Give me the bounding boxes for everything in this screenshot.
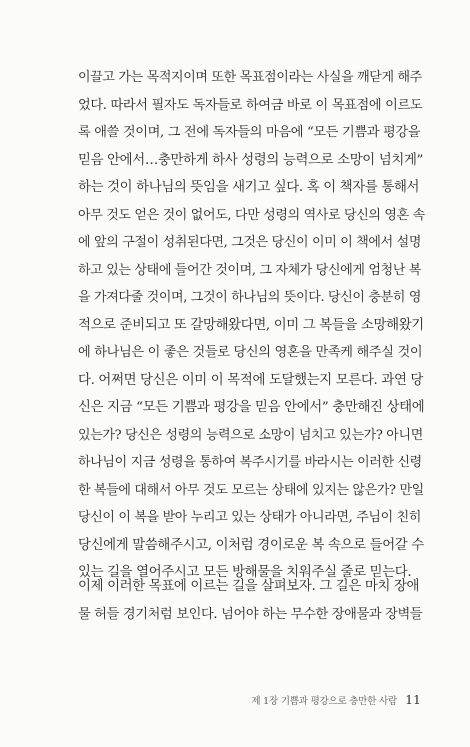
text-line: 에 앞의 구절이 성취된다면, 그것은 당신이 이미 이 책에서 설명: [78, 235, 422, 250]
text-line: 록 애쓸 것이며, 그 전에 독자들의 마음에 “모든 기쁨과 평강을: [78, 125, 421, 140]
text-line: 에 하나님은 이 좋은 것들로 당신의 영혼을 만족케 해주실 것이: [78, 345, 423, 360]
text-line: 을 가져다줄 것이며, 그것이 하나님의 뜻이다. 당신이 충분히 영: [78, 290, 422, 305]
text-line: 다. 어쩌면 당신은 이미 이 목적에 도달했는지 모른다. 과연 당: [78, 372, 424, 388]
text-line: 하나님이 지금 성령을 통하여 복주시기를 바라시는 이러한 신령: [78, 455, 422, 470]
text-line: 믿음 안에서…충만하게 하사 성령의 능력으로 소망이 넘치게”: [78, 152, 424, 168]
chapter-title: 제 1장 기쁨과 평강으로 충만한 사람: [251, 696, 397, 707]
text-line: 있는 길을 열어주시고 모든 방해물을 치워주실 줄로 믿는다.: [78, 565, 412, 580]
text-line: 당신에게 말씀해주시고, 이처럼 경이로운 복 속으로 들어갈 수: [78, 537, 424, 553]
text-line: 물 허들 경기처럼 보인다. 넘어야 하는 무수한 장애물과 장벽들: [78, 606, 423, 622]
text-line: 있는가? 당신은 성령의 능력으로 소망이 넘치고 있는가? 아니면: [78, 427, 423, 443]
paragraph-2: [78, 573, 425, 628]
text-line: 한 복들에 대해서 아무 것도 모르는 상태에 있지는 않은가? 만일: [78, 482, 424, 498]
page-number: 11: [405, 692, 421, 707]
text-line: 이제 이러한 목표에 이르는 길을 살펴보자. 그 길은 마치 장애: [78, 579, 420, 594]
text-line: 이끌고 가는 목적지이며 또한 목표점이라는 사실을 깨닫게 해주: [78, 70, 422, 85]
text-line: 적으로 준비되고 또 갈망해왔다면, 이미 그 복들을 소망해왔기: [78, 317, 424, 333]
text-line: 하는 것이 하나님의 뜻임을 새기고 싶다. 혹 이 책자를 통해서: [78, 180, 420, 195]
paragraph-1: [78, 64, 425, 587]
text-line: 당신이 이 복을 받아 누리고 있는 상태가 아니라면, 주님이 친히: [78, 510, 422, 525]
text-line: 었다. 따라서 필자도 독자들로 하여금 바로 이 목표점에 이르도: [78, 97, 423, 113]
text-line: 아무 것도 얻은 것이 없어도, 다만 성령의 역사로 당신의 영혼 속: [78, 207, 425, 223]
running-footer: [251, 690, 421, 708]
text-line: 신은 지금 “모든 기쁨과 평강을 믿음 안에서” 충만해진 상태에: [78, 400, 425, 415]
text-line: 하고 있는 상태에 들어간 것이며, 그 자체가 당신에게 엄청난 복: [78, 262, 422, 278]
